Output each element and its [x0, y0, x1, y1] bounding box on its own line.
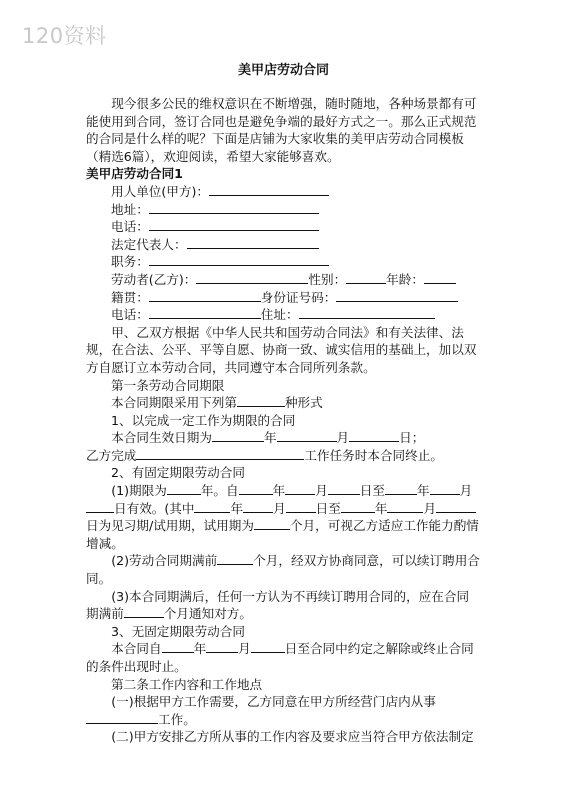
clause-2-3: (3)本合同期满后，任何一方认为不再续订聘用合同的，应在合同期满前 个月通知对方。: [86, 588, 470, 622]
article-1-heading: 第一条劳动合同期限: [111, 377, 225, 393]
item-2-heading: 2、有固定期限劳动合同: [111, 465, 245, 481]
document-page: [86, 62, 481, 746]
clause-2-1: (1)期限为 年。自 年 月 日至 年 月日有效。(其中 年 月 日至 年 月日为见习期/试用期，试用期为 个月，可视乙方适应工作能力酌情增减。: [86, 483, 479, 551]
intro-paragraph: 现今很多公民的维权意识在不断增强，随时随地，各种场景都有可能使用到合同，签订合同也是避免争端的最好方式之一。那么正式规范的合同是什么样的呢？下面是店铺为大家收集的美甲店劳动合同模板（精选6篇），欢迎阅读，希望大家能够喜欢。: [86, 96, 477, 164]
phone-field: 电话：: [86, 218, 481, 236]
article-2-heading: 第二条工作内容和工作地点: [111, 676, 263, 692]
article-2-clause-2: (二)甲方安排乙方所从事的工作内容及要求应当符合甲方依法制定: [111, 729, 474, 745]
article-1-form: 本合同期限采用下列第 种形式: [111, 395, 323, 411]
document-title: 美甲店劳动合同: [237, 63, 329, 78]
native-id-field: 籍贯： 身份证号码：: [86, 289, 481, 307]
post-field: 职务：: [86, 253, 481, 271]
law-paragraph: 甲、乙双方根据《中华人民共和国劳动合同法》和有关法律、法规，在合法、公平、平等自愿、协商一致、诚实信用的基础上，加以双方自愿订立本劳动合同，共同遵守本合同所列条款。: [86, 324, 477, 375]
item-3-heading: 3、无固定期限劳动合同: [111, 623, 245, 639]
item-1-complete: 乙方完成 工作任务时本合同终止。: [86, 447, 443, 463]
worker-field: 劳动者(乙方)： 性别： 年龄：: [86, 271, 481, 289]
watermark: 120资料: [22, 24, 107, 48]
item-1-heading: 1、以完成一定工作为期限的合同: [111, 412, 296, 428]
phone-address-field: 电话： 住址：: [86, 306, 481, 324]
article-2-clause-1: (一)根据甲方工作需要，乙方同意在甲方所经营门店内从事工作。: [86, 693, 481, 728]
employer-field: 用人单位(甲方)：: [86, 183, 481, 201]
section-heading: 美甲店劳动合同1: [86, 166, 183, 182]
address-field: 地址：: [86, 201, 481, 219]
clause-2-2: (2)劳动合同期满前 个月，经双方协商同意，可以续订聘用合同。: [86, 553, 480, 587]
item-1-date: 本合同生效日期为 年 月 日；: [111, 430, 425, 446]
item-3-text: 本合同自 年 月 日至合同中约定之解除或终止合同的条件出现时止。: [86, 641, 474, 674]
legal-rep-field: 法定代表人：: [86, 236, 481, 254]
